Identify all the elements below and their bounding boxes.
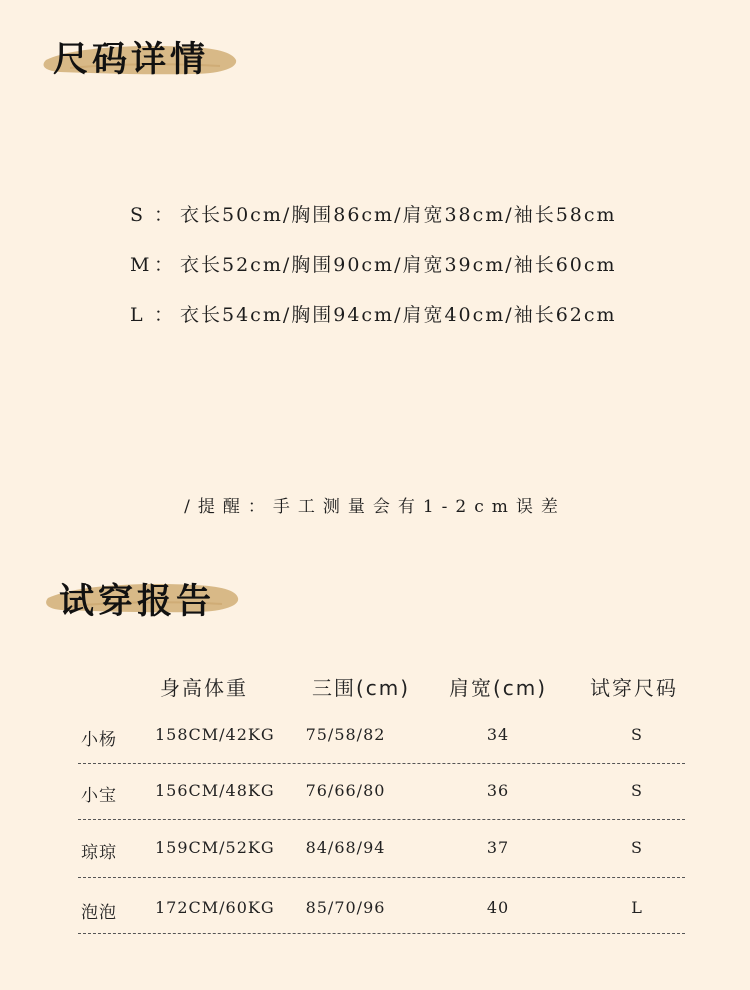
row-divider: [78, 877, 685, 878]
size-code: M: [130, 254, 152, 276]
tester-name: 小宝: [81, 786, 117, 806]
size-row-l: [130, 300, 617, 327]
tester-height-weight: 159CM/52KG: [155, 838, 275, 857]
tester-shoulder: 34: [486, 725, 510, 744]
tester-name: 琼琼: [81, 843, 117, 863]
tester-size: L: [631, 898, 643, 917]
size-colon: ：: [154, 254, 176, 276]
size-details-title: 尺码详情: [53, 40, 210, 80]
size-measurements: 衣长54cm/胸围94cm/肩宽40cm/袖长62cm: [180, 304, 617, 326]
tester-measurements: 76/66/80: [305, 781, 386, 800]
table-row: [78, 725, 685, 781]
table-row: [78, 781, 685, 837]
fit-report-title: 试穿报告: [59, 582, 216, 622]
column-header-body: 身高体重: [160, 676, 248, 700]
tester-size: S: [631, 781, 643, 800]
size-colon: ：: [154, 204, 176, 226]
tester-measurements: 75/58/82: [305, 725, 386, 744]
size-row-m: [130, 250, 617, 277]
row-divider: [78, 763, 685, 764]
column-header-measurements: 三围(cm): [312, 676, 411, 700]
column-header-size: 试穿尺码: [590, 676, 678, 700]
size-measurements: 衣长52cm/胸围90cm/肩宽39cm/袖长60cm: [180, 254, 617, 276]
row-divider: [78, 933, 685, 934]
table-row: [78, 898, 685, 954]
size-measurements: 衣长50cm/胸围86cm/肩宽38cm/袖长58cm: [180, 204, 617, 226]
tester-shoulder: 37: [486, 838, 510, 857]
tester-shoulder: 36: [486, 781, 510, 800]
size-row-s: [130, 200, 617, 227]
size-details-heading: [40, 30, 240, 90]
tester-measurements: 84/68/94: [305, 838, 386, 857]
size-colon: ：: [154, 304, 176, 326]
tester-name: 泡泡: [81, 903, 117, 923]
column-header-shoulder: 肩宽(cm): [449, 676, 548, 700]
tester-size: S: [631, 725, 643, 744]
tester-name: 小杨: [81, 730, 117, 750]
tester-shoulder: 40: [486, 898, 510, 917]
size-code: L: [130, 304, 145, 326]
fit-report-heading: [44, 570, 244, 630]
measurement-reminder: /提醒：手工测量会有1-2cm误差: [184, 497, 566, 517]
tester-height-weight: 172CM/60KG: [155, 898, 275, 917]
tester-height-weight: 158CM/42KG: [155, 725, 275, 744]
tester-height-weight: 156CM/48KG: [155, 781, 275, 800]
size-code: S: [130, 204, 146, 226]
tester-measurements: 85/70/96: [305, 898, 386, 917]
table-row: [78, 838, 685, 894]
row-divider: [78, 819, 685, 820]
tester-size: S: [631, 838, 643, 857]
